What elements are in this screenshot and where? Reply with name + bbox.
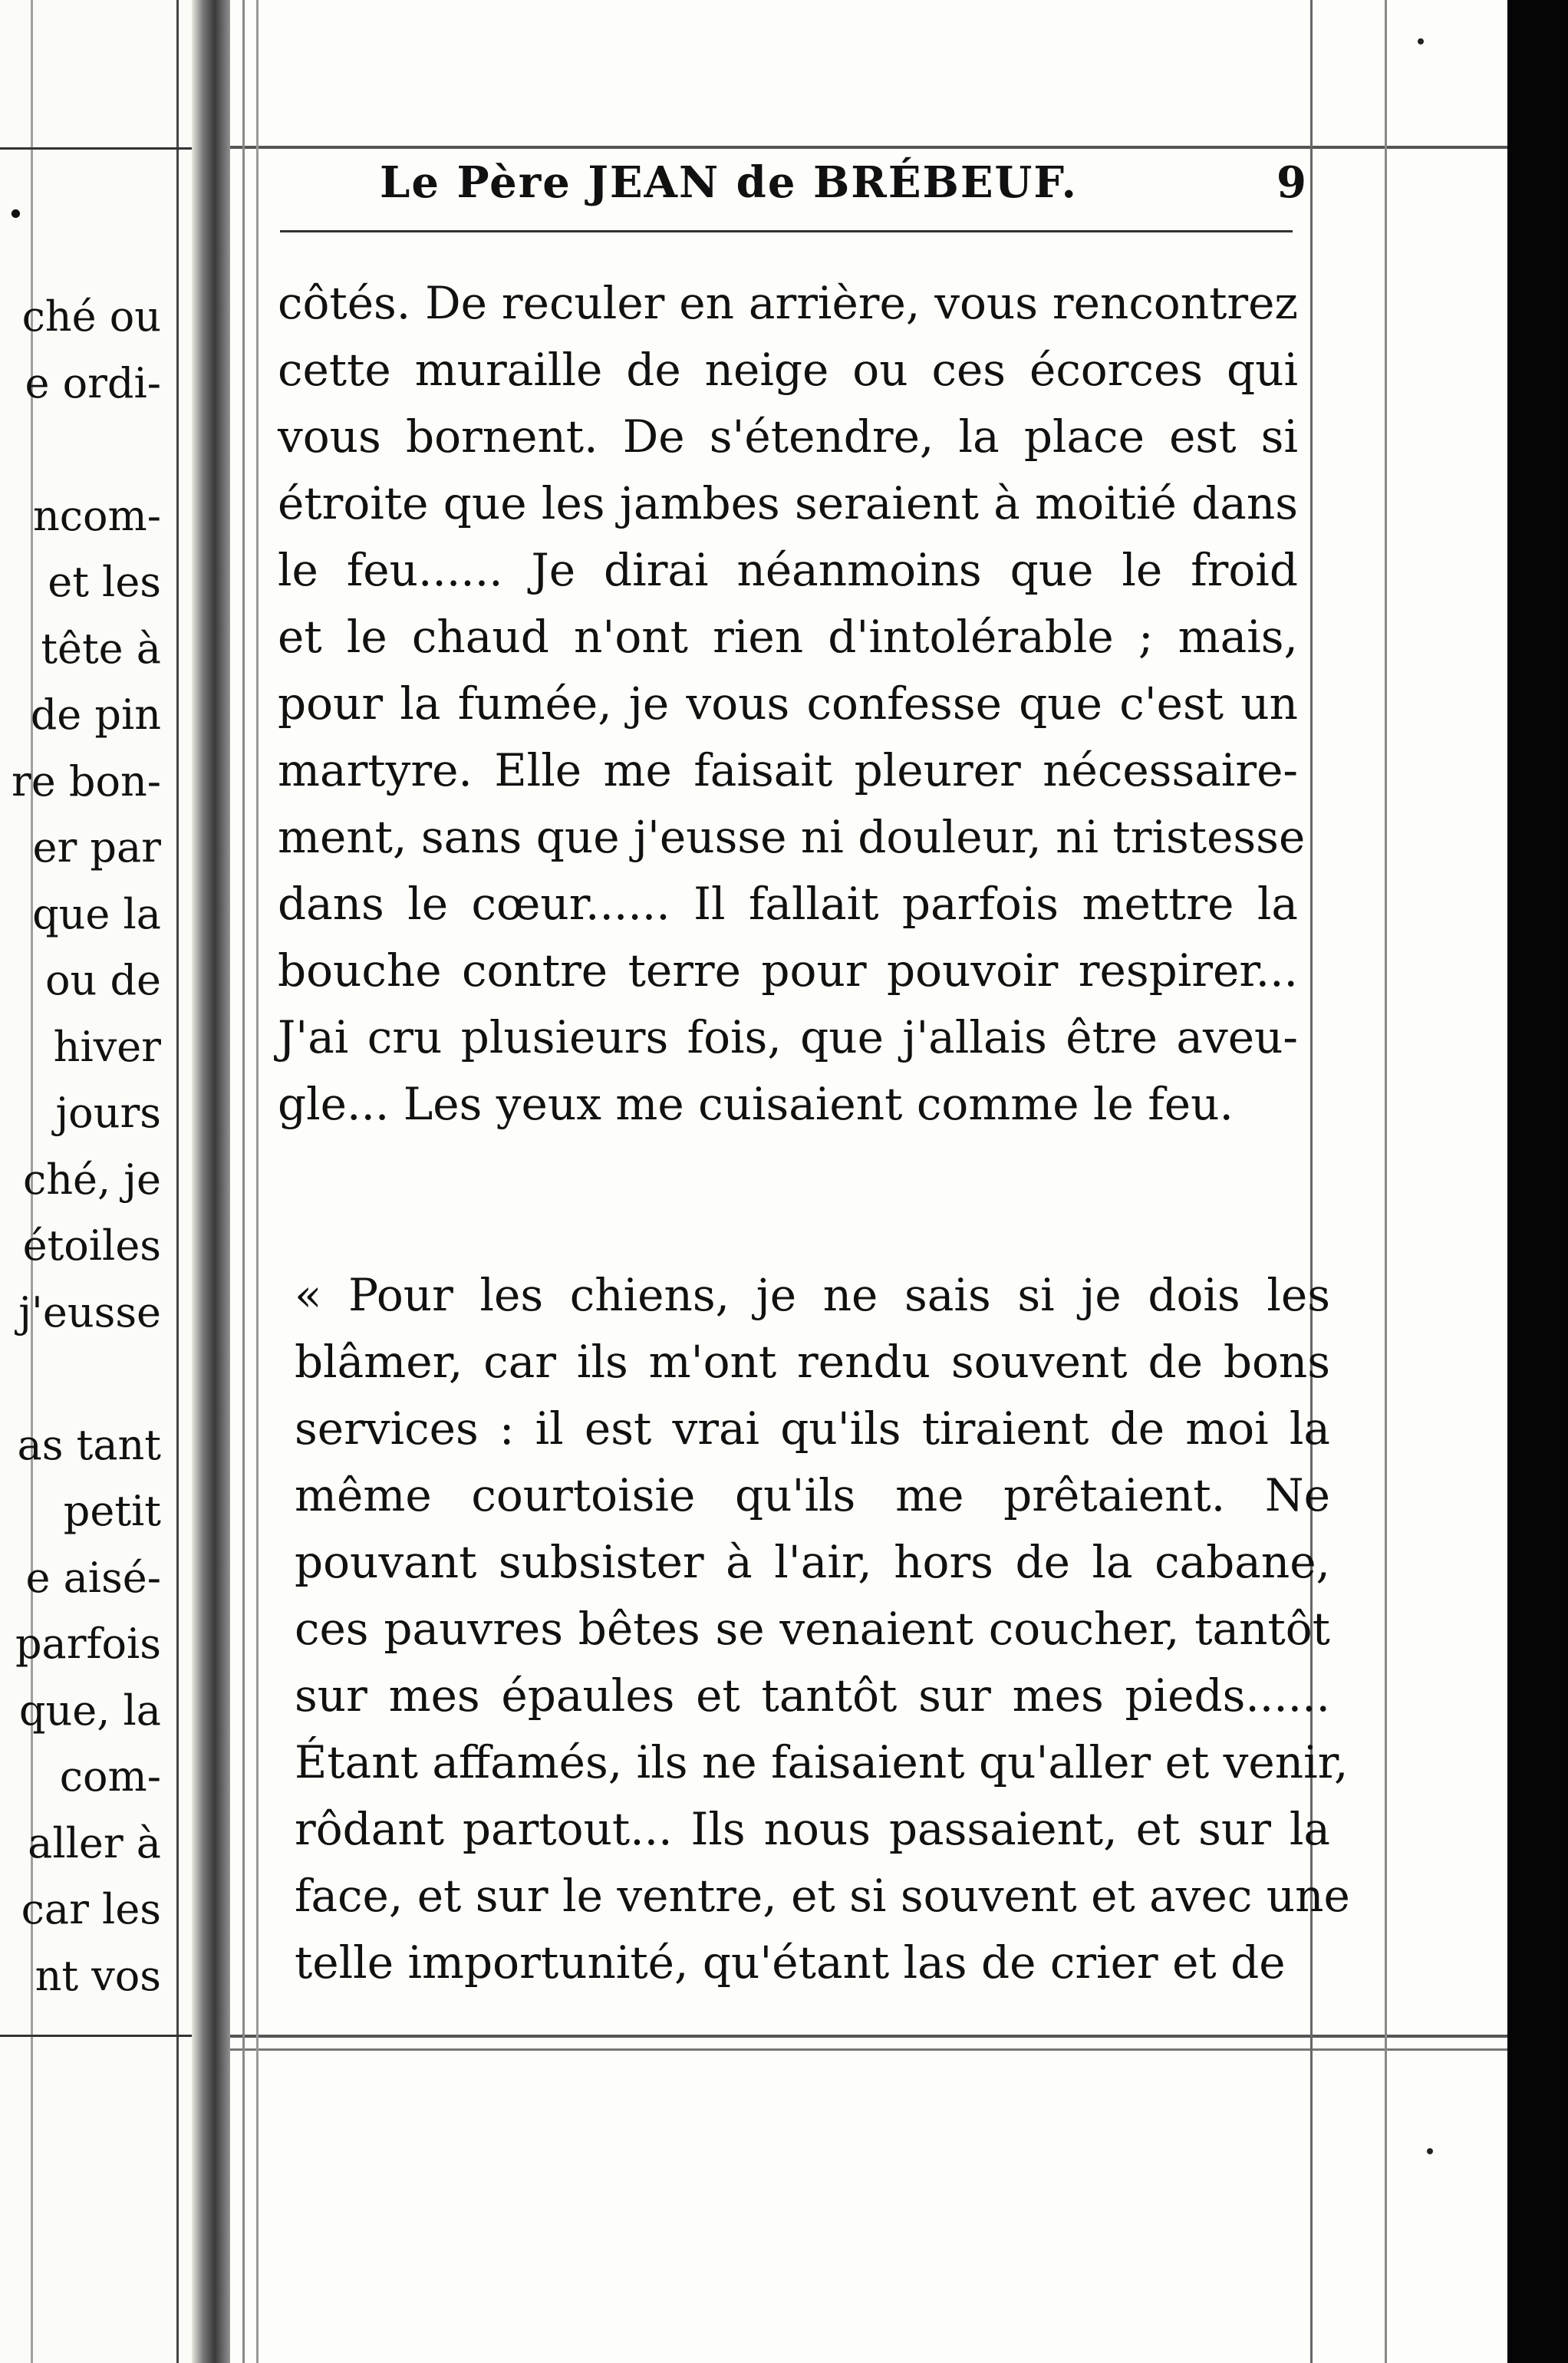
page-frame-left-inner	[256, 0, 259, 2363]
left-page-line: que, la	[18, 1686, 161, 1735]
text-line: pouvant subsister à l'air, hors de la cabane,	[295, 1536, 1330, 1588]
scan-border	[1507, 0, 1568, 2363]
left-page-line: tête à	[41, 624, 161, 673]
left-page-line: jours	[55, 1089, 161, 1137]
text-line: J'ai cru plusieurs fois, que j'allais être aveu-	[278, 1011, 1298, 1063]
left-page-line: ncom-	[33, 491, 161, 540]
left-page-line: étoiles	[22, 1221, 161, 1270]
text-line: « Pour les chiens, je ne sais si je dois les	[295, 1269, 1330, 1321]
text-line: bouche contre terre pour pouvoir respirer...	[278, 944, 1298, 997]
running-head	[380, 157, 1308, 219]
text-line: gle... Les yeux me cuisaient comme le feu.	[278, 1078, 1234, 1130]
left-page-line: as tant	[17, 1420, 161, 1469]
left-page	[0, 0, 192, 2363]
text-line: cette muraille de neige ou ces écorces qui	[278, 344, 1298, 396]
left-page-line	[12, 1346, 161, 1412]
text-line: telle importunité, qu'étant las de crier et de	[295, 1936, 1286, 1989]
left-page-line: j'eusse	[18, 1287, 161, 1336]
text-line: blâmer, car ils m'ont rendu souvent de bons	[295, 1336, 1330, 1388]
page-frame-bottom	[230, 2035, 1527, 2038]
left-page-line	[12, 417, 161, 483]
left-page-line: parfois	[15, 1620, 161, 1668]
text-line: face, et sur le ventre, et si souvent et avec une	[295, 1870, 1350, 1922]
left-page-frame-bottom	[0, 2035, 192, 2037]
page-frame-right-outer	[1385, 0, 1387, 2363]
text-line: rôdant partout... Ils nous passaient, et sur la	[295, 1803, 1330, 1855]
left-page-line: petit	[63, 1487, 161, 1535]
left-page-line: e ordi-	[25, 358, 161, 407]
paper-speck	[1418, 38, 1424, 44]
page-frame-right	[1310, 0, 1313, 2363]
left-page-frame-line	[176, 0, 179, 2363]
text-line: dans le cœur...... Il fallait parfois mettre la	[278, 878, 1298, 930]
page-frame-top	[230, 146, 1527, 149]
left-page-text-fragments	[12, 284, 161, 2009]
text-line: martyre. Elle me faisait pleurer nécessaire-	[278, 744, 1298, 796]
text-line: Étant affamés, ils ne faisaient qu'aller et venir,	[295, 1736, 1349, 1788]
left-page-line: aller à	[28, 1818, 161, 1867]
left-page-line: hiver	[53, 1022, 161, 1071]
text-line: le feu...... Je dirai néanmoins que le froid	[278, 544, 1298, 596]
left-page-line: er par	[32, 823, 161, 872]
page-number: 9	[1276, 157, 1308, 208]
text-line: et le chaud n'ont rien d'intolérable ; mais,	[278, 611, 1298, 663]
left-page-line: et les	[48, 558, 161, 606]
left-page-line: que la	[32, 889, 161, 938]
left-page-line: de pin	[30, 690, 161, 739]
left-page-line: ché, je	[22, 1155, 161, 1204]
text-line: sur mes épaules et tantôt sur mes pieds......	[295, 1669, 1330, 1722]
paper-speck	[1427, 2148, 1433, 2154]
left-page-line: com-	[59, 1752, 161, 1801]
header-rule	[280, 230, 1293, 232]
text-line: services : il est vrai qu'ils tiraient de moi la	[295, 1402, 1330, 1455]
left-page-line: e aisé-	[25, 1553, 161, 1602]
text-line: même courtoisie qu'ils me prêtaient. Ne	[295, 1469, 1330, 1521]
text-line: côtés. De reculer en arrière, vous rencontrez	[278, 277, 1298, 329]
paragraph-2	[295, 1262, 1350, 1996]
left-page-header-fragment: .	[8, 175, 24, 229]
text-line: étroite que les jambes seraient à moitié dans	[278, 477, 1298, 529]
text-line: ment, sans que j'eusse ni douleur, ni tristesse	[278, 811, 1306, 863]
page-frame-left	[242, 0, 245, 2363]
left-page-line: nt vos	[35, 1951, 161, 2000]
page-frame-bottom-inner	[230, 2048, 1527, 2051]
left-page-line: car les	[21, 1885, 161, 1933]
left-page-line: ché ou	[21, 292, 161, 341]
paragraph-1	[278, 270, 1306, 1138]
left-page-line: re bon-	[11, 756, 161, 806]
text-line: pour la fumée, je vous confesse que c'est un	[278, 677, 1298, 730]
left-page-frame-top	[0, 147, 192, 150]
text-line: ces pauvres bêtes se venaient coucher, tantôt	[295, 1603, 1330, 1655]
text-line: vous bornent. De s'étendre, la place est si	[278, 410, 1298, 463]
left-page-line: ou de	[45, 956, 161, 1004]
running-head-title: Le Père JEAN de BRÉBEUF.	[380, 157, 1078, 208]
